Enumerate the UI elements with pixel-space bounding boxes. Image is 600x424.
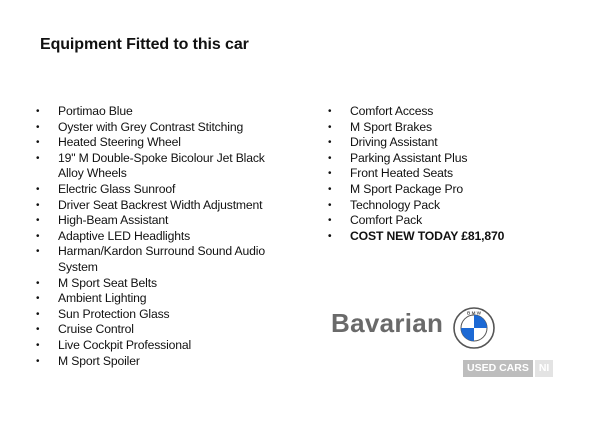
equipment-left-item: • Sun Protection Glass [36, 307, 286, 323]
equipment-left-item: • Electric Glass Sunroof [36, 182, 286, 198]
equipment-right-item: • Parking Assistant Plus [328, 151, 568, 167]
used-cars-label: USED CARS [463, 360, 533, 377]
svg-text:B M W: B M W [466, 310, 482, 316]
equipment-right-item: • M Sport Package Pro [328, 182, 568, 198]
equipment-right-item: • Comfort Access [328, 104, 568, 120]
equipment-left-item: • M Sport Spoiler [36, 354, 286, 370]
equipment-left-item: • Heated Steering Wheel [36, 135, 286, 151]
dealer-logo-text: Bavarian [331, 308, 444, 338]
equipment-list-left [36, 104, 286, 369]
equipment-left-item: • 19" M Double-Spoke Bicolour Jet Black Alloy Wheels [36, 151, 286, 182]
equipment-left-item: • High-Beam Assistant [36, 213, 286, 229]
equipment-right-item: • Front Heated Seats [328, 166, 568, 182]
region-label: NI [535, 360, 554, 377]
equipment-list-right [328, 104, 568, 244]
equipment-left-item: • Oyster with Grey Contrast Stitching [36, 120, 286, 136]
equipment-right-item: • Comfort Pack [328, 213, 568, 229]
equipment-left-item: • Cruise Control [36, 322, 286, 338]
used-cars-badge [463, 360, 553, 377]
equipment-left-item: • Live Cockpit Professional [36, 338, 286, 354]
equipment-left-item: • M Sport Seat Belts [36, 276, 286, 292]
equipment-heading: Equipment Fitted to this car [40, 36, 249, 53]
equipment-right-item: • COST NEW TODAY £81,870 [328, 229, 568, 245]
bmw-roundel-icon [453, 307, 495, 349]
equipment-right-item: • Driving Assistant [328, 135, 568, 151]
equipment-left-item: • Adaptive LED Headlights [36, 229, 286, 245]
equipment-right-item: • Technology Pack [328, 198, 568, 214]
equipment-left-item: • Harman/Kardon Surround Sound Audio System [36, 244, 286, 275]
equipment-left-item: • Driver Seat Backrest Width Adjustment [36, 198, 286, 214]
equipment-right-item: • M Sport Brakes [328, 120, 568, 136]
equipment-left-item: • Ambient Lighting [36, 291, 286, 307]
equipment-left-item: • Portimao Blue [36, 104, 286, 120]
